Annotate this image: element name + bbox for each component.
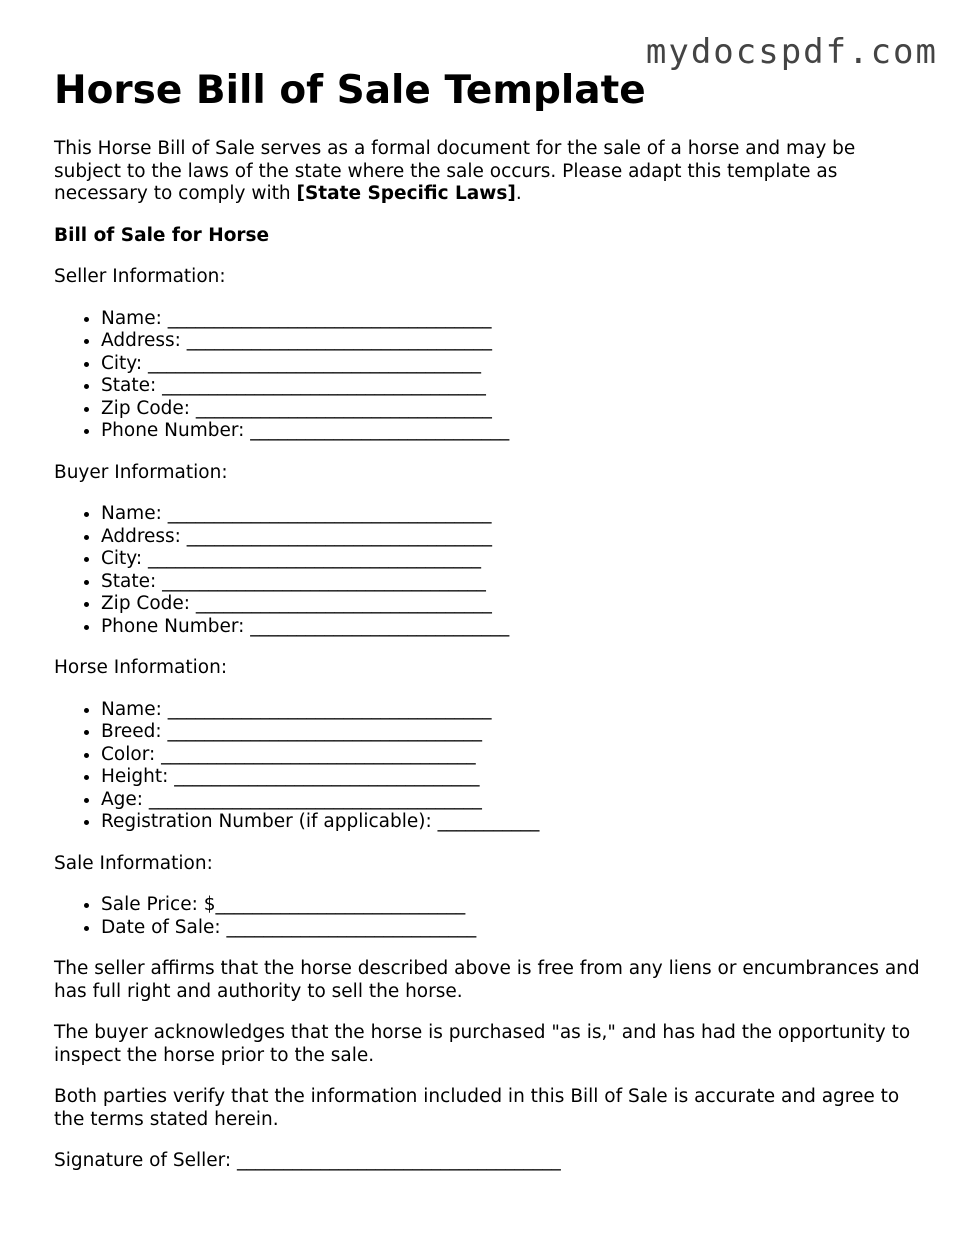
document-page: [54, 66, 924, 1173]
buyer-acknowledgement-paragraph: The buyer acknowledges that the horse is purchased "as is," and has had the opportunity to inspect the horse prior to the sale.: [54, 1022, 911, 1066]
seller-zip-field: • Zip Code: ________________________________: [101, 398, 924, 421]
page-title: Horse Bill of Sale Template: [54, 68, 646, 113]
buyer-zip-field: • Zip Code: ________________________________: [101, 593, 924, 616]
seller-affirmation-paragraph: The seller affirms that the horse described above is free from any liens or encumbrances and has full right and authority to sell the horse.: [54, 958, 920, 1002]
buyer-name-field: • Name: ___________________________________: [101, 503, 924, 526]
watermark: mydocspdf.com: [645, 32, 938, 72]
verification-paragraph: Both parties verify that the information included in this Bill of Sale is accurate and agree to the terms stated herein.: [54, 1086, 900, 1130]
seller-information-label: Seller Information:: [54, 266, 226, 287]
seller-state-field: • State: ___________________________________: [101, 375, 924, 398]
buyer-phone-field: • Phone Number: ____________________________: [101, 616, 924, 639]
sale-information-label: Sale Information:: [54, 852, 213, 874]
seller-address-field: • Address: _________________________________: [101, 330, 924, 353]
seller-phone-field: • Phone Number: ____________________________: [101, 420, 924, 443]
horse-height-field: • Height: _________________________________: [101, 766, 924, 789]
seller-name-field: • Name: ___________________________________: [101, 308, 924, 331]
buyer-address-field: • Address: _________________________________: [101, 526, 924, 549]
horse-color-field: • Color: __________________________________: [101, 744, 924, 767]
section-heading: Bill of Sale for Horse: [54, 224, 270, 246]
seller-fields-list: [54, 308, 924, 443]
intro-end: .: [515, 183, 522, 204]
intro-text: This Horse Bill of Sale serves as a formal document for the sale of a horse and may be subject to the laws of the state where the sale occurs. Please adapt this template as necessary to comply with: [54, 138, 856, 204]
intro-paragraph: [54, 138, 924, 206]
horse-registration-field: • Registration Number (if applicable): ___________: [101, 811, 924, 834]
buyer-fields-list: [54, 503, 924, 638]
sale-fields-list: [54, 894, 924, 939]
horse-name-field: • Name: ___________________________________: [101, 699, 924, 722]
sale-price-field: • Sale Price: $___________________________: [101, 894, 924, 917]
buyer-city-field: • City: ____________________________________: [101, 548, 924, 571]
buyer-information-label: Buyer Information:: [54, 461, 228, 483]
buyer-state-field: • State: ___________________________________: [101, 571, 924, 594]
horse-age-field: • Age: ____________________________________: [101, 789, 924, 812]
horse-breed-field: • Breed: __________________________________: [101, 721, 924, 744]
state-laws-placeholder: [State Specific Laws]: [296, 183, 516, 204]
horse-fields-list: [54, 699, 924, 834]
horse-information-label: Horse Information:: [54, 657, 228, 678]
sale-date-field: • Date of Sale: ___________________________: [101, 917, 924, 940]
seller-city-field: • City: ____________________________________: [101, 353, 924, 376]
seller-signature-line: Signature of Seller: ___________________________________: [54, 1150, 561, 1171]
